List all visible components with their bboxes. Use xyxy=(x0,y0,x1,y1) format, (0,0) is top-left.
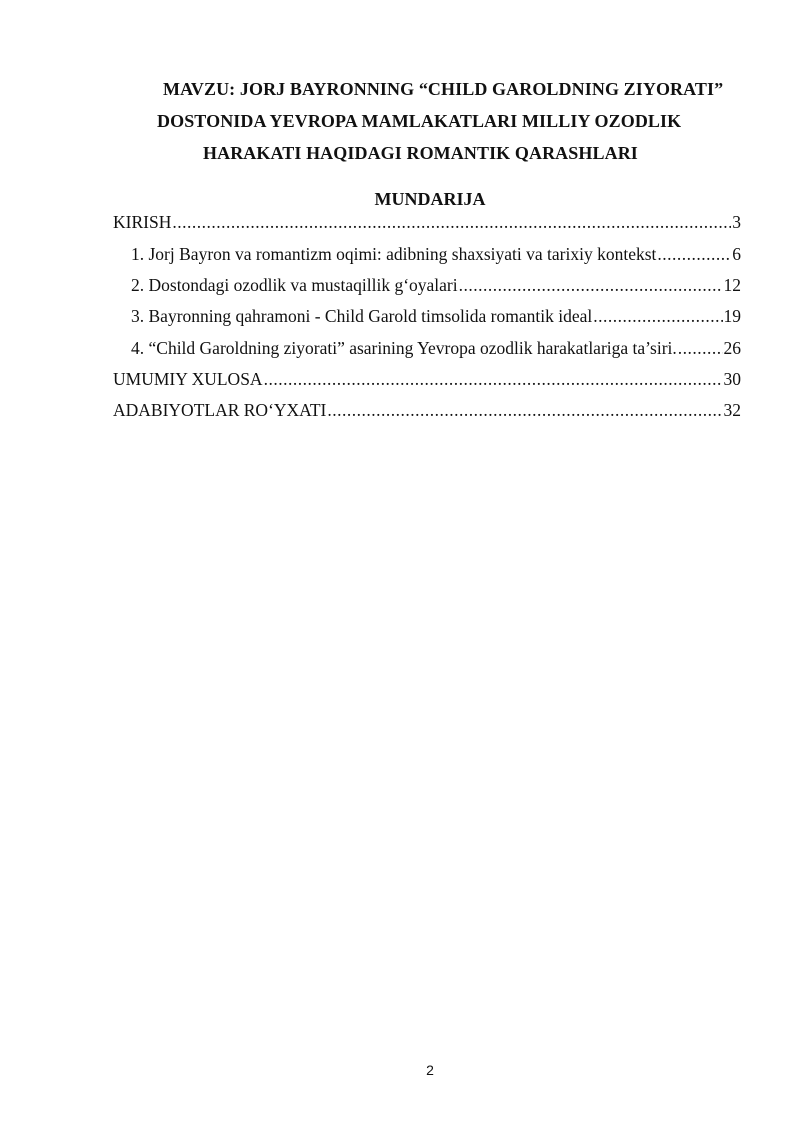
toc-heading: MUNDARIJA xyxy=(374,189,486,209)
toc-entry-page: 3 xyxy=(732,212,741,232)
toc-entry-page: 32 xyxy=(723,400,741,420)
toc-dot-leader xyxy=(678,337,723,359)
title-line-3: HARAKATI HAQIDAGI ROMANTIK QARASHLARI xyxy=(203,143,638,163)
toc-dot-leader xyxy=(264,368,723,390)
toc-dot-leader xyxy=(459,274,723,296)
toc-entry-label: ADABIYOTLAR RO‘YXATI xyxy=(113,400,327,420)
title-line-1: MAVZU: JORJ BAYRONNING “CHILD GAROLDNING ZIYORATI” xyxy=(163,79,724,99)
toc-entry-chapter-4[interactable] xyxy=(131,337,741,359)
toc-dot-leader xyxy=(593,305,722,327)
toc-entry-label: KIRISH xyxy=(113,212,172,232)
toc-dot-leader xyxy=(657,243,731,265)
toc-entry-label: 1. Jorj Bayron va romantizm oqimi: adibning shaxsiyati va tarixiy kontekst xyxy=(131,244,657,264)
toc-entry-page: 26 xyxy=(723,338,741,358)
toc-entry-introduction[interactable] xyxy=(113,211,741,233)
toc-entry-page: 12 xyxy=(723,275,741,295)
toc-entry-label: 2. Dostondagi ozodlik va mustaqillik g‘oyalari xyxy=(131,275,458,295)
toc-entry-chapter-2[interactable] xyxy=(131,274,741,296)
toc-dot-leader xyxy=(172,211,731,233)
toc-entry-label: 4. “Child Garoldning ziyorati” asarining Yevropa ozodlik harakatlariga ta’siri. xyxy=(131,338,677,358)
page-number: 2 xyxy=(426,1062,434,1078)
title-line-2: DOSTONIDA YEVROPA MAMLAKATLARI MILLIY OZODLIK xyxy=(157,111,682,131)
toc-dot-leader xyxy=(327,399,722,421)
toc-entry-page: 6 xyxy=(732,244,741,264)
toc-entry-page: 19 xyxy=(723,306,741,326)
toc-entry-references[interactable] xyxy=(113,399,741,421)
toc-entry-conclusion[interactable] xyxy=(113,368,741,390)
toc-entry-page: 30 xyxy=(723,369,741,389)
toc-entry-chapter-3[interactable] xyxy=(131,305,741,327)
toc-entry-label: UMUMIY XULOSA xyxy=(113,369,263,389)
toc-entry-chapter-1[interactable] xyxy=(131,243,741,265)
toc-entry-label: 3. Bayronning qahramoni - Child Garold timsolida romantik ideal xyxy=(131,306,593,326)
